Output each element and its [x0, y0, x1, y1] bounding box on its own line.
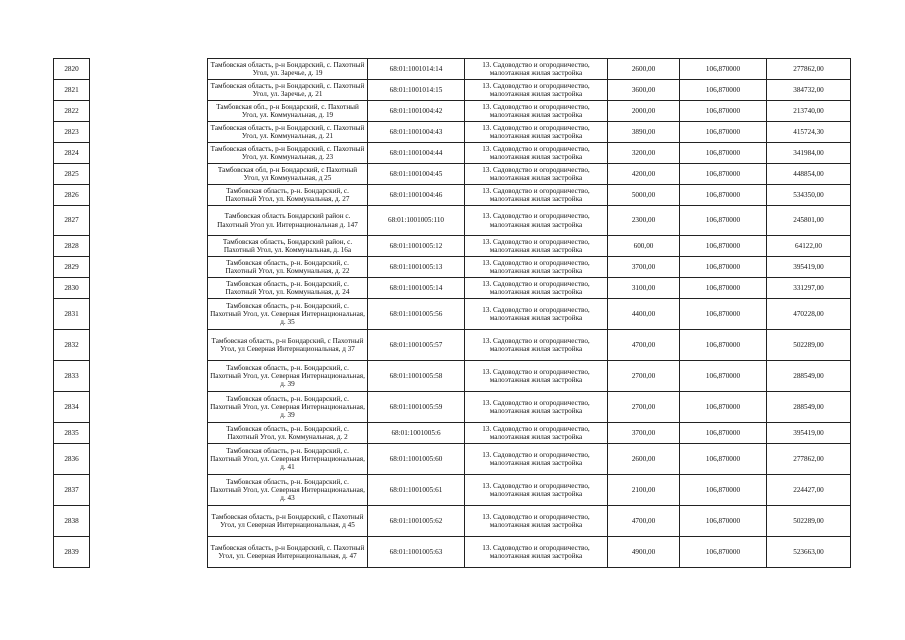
row-number-row	[54, 444, 90, 475]
row-number-row	[54, 257, 90, 278]
cadastral-number-cell: 68:01:1001005:13	[368, 257, 465, 278]
cadastral-number-cell: 68:01:1001005:59	[368, 392, 465, 423]
address-cell: Тамбовская область, р-н. Бондарский, с. Пахотный Угол, ул. Коммунальная, д. 27	[208, 185, 368, 206]
area-cell: 4900,00	[608, 537, 680, 568]
row-number-row	[54, 164, 90, 185]
cadastral-value-cell: 277862,00	[767, 59, 851, 80]
rate-cell: 106,870000	[680, 143, 767, 164]
cadastral-number-cell: 68:01:1001005:60	[368, 444, 465, 475]
address-cell: Тамбовская область, р-н. Бондарский, с. Пахотный Угол, ул. Северная Интернациональная, д. 41	[208, 444, 368, 475]
table-row	[208, 537, 851, 568]
row-number-row	[54, 537, 90, 568]
address-cell: Тамбовская область, р-н. Бондарский, с. Пахотный Угол, ул. Северная Интернациональная, д. 43	[208, 475, 368, 506]
land-use-cell: 13. Садоводство и огородничество, малоэтажная жилая застройка	[465, 361, 608, 392]
address-cell: Тамбовская область, р-н. Бондарский, с. Пахотный Угол, ул. Коммунальная, д. 22	[208, 257, 368, 278]
rate-cell: 106,870000	[680, 330, 767, 361]
cadastral-value-cell: 245801,00	[767, 206, 851, 236]
land-use-cell: 13. Садоводство и огородничество, малоэтажная жилая застройка	[465, 236, 608, 257]
cadastral-number-cell: 68:01:1001005:110	[368, 206, 465, 236]
table-row	[208, 361, 851, 392]
land-plots-table	[207, 58, 851, 568]
row-number-cell: 2836	[54, 444, 90, 475]
row-number-row	[54, 392, 90, 423]
address-cell: Тамбовская область, р-н Бондарский, с. Пахотный Угол, ул. Северная Интернациональная, д. 47	[208, 537, 368, 568]
cadastral-value-cell: 288549,00	[767, 361, 851, 392]
cadastral-value-cell: 288549,00	[767, 392, 851, 423]
land-use-cell: 13. Садоводство и огородничество, малоэтажная жилая застройка	[465, 506, 608, 537]
table-row	[208, 392, 851, 423]
rate-cell: 106,870000	[680, 236, 767, 257]
table-row	[208, 236, 851, 257]
address-cell: Тамбовская область, р-н Бондарский, с. Пахотный Угол, ул. Коммунальная, д. 23	[208, 143, 368, 164]
address-cell: Тамбовская область, р-н. Бондарский, с. Пахотный Угол, ул. Северная Интернациональная, д. 35	[208, 299, 368, 330]
area-cell: 600,00	[608, 236, 680, 257]
table-row	[208, 423, 851, 444]
row-number-row	[54, 506, 90, 537]
rate-cell: 106,870000	[680, 101, 767, 122]
row-number-cell: 2820	[54, 59, 90, 80]
row-number-cell: 2834	[54, 392, 90, 423]
table-row	[208, 164, 851, 185]
rate-cell: 106,870000	[680, 537, 767, 568]
table-row	[208, 122, 851, 143]
address-cell: Тамбовская область Бондарский район с. Пахотный Угол ул. Интернациональная д. 147	[208, 206, 368, 236]
table-row	[208, 330, 851, 361]
table-row	[208, 444, 851, 475]
row-number-cell: 2831	[54, 299, 90, 330]
area-cell: 2000,00	[608, 101, 680, 122]
cadastral-number-cell: 68:01:1001004:46	[368, 185, 465, 206]
row-number-row	[54, 299, 90, 330]
rate-cell: 106,870000	[680, 423, 767, 444]
cadastral-number-cell: 68:01:1001005:58	[368, 361, 465, 392]
cadastral-number-cell: 68:01:1001004:43	[368, 122, 465, 143]
area-cell: 4700,00	[608, 506, 680, 537]
row-number-cell: 2835	[54, 423, 90, 444]
table-row	[208, 80, 851, 101]
row-number-row	[54, 143, 90, 164]
area-cell: 3890,00	[608, 122, 680, 143]
cadastral-number-cell: 68:01:1001005:61	[368, 475, 465, 506]
table-row	[208, 185, 851, 206]
land-use-cell: 13. Садоводство и огородничество, малоэтажная жилая застройка	[465, 122, 608, 143]
row-number-row	[54, 80, 90, 101]
table-row	[208, 475, 851, 506]
row-number-row	[54, 278, 90, 299]
area-cell: 2300,00	[608, 206, 680, 236]
land-use-cell: 13. Садоводство и огородничество, малоэтажная жилая застройка	[465, 185, 608, 206]
cadastral-value-cell: 502289,00	[767, 506, 851, 537]
row-number-cell: 2821	[54, 80, 90, 101]
table-row	[208, 101, 851, 122]
area-cell: 4400,00	[608, 299, 680, 330]
land-use-cell: 13. Садоводство и огородничество, малоэтажная жилая застройка	[465, 257, 608, 278]
area-cell: 3100,00	[608, 278, 680, 299]
land-use-cell: 13. Садоводство и огородничество, малоэтажная жилая застройка	[465, 330, 608, 361]
land-use-cell: 13. Садоводство и огородничество, малоэтажная жилая застройка	[465, 164, 608, 185]
address-cell: Тамбовская область, р-н Бондарский, с Пахотный Угол, ул Северная Интернациональная, д 37	[208, 330, 368, 361]
row-number-cell: 2837	[54, 475, 90, 506]
cadastral-number-cell: 68:01:1001005:57	[368, 330, 465, 361]
row-number-cell: 2827	[54, 206, 90, 236]
area-cell: 2600,00	[608, 59, 680, 80]
row-number-row	[54, 475, 90, 506]
row-number-cell: 2832	[54, 330, 90, 361]
table-row	[208, 59, 851, 80]
cadastral-value-cell: 415724,30	[767, 122, 851, 143]
address-cell: Тамбовская обл., р-н Бондарский, с. Пахотный Угол, ул. Коммунальная, д. 19	[208, 101, 368, 122]
land-use-cell: 13. Садоводство и огородничество, малоэтажная жилая застройка	[465, 80, 608, 101]
cadastral-number-cell: 68:01:1001004:45	[368, 164, 465, 185]
rate-cell: 106,870000	[680, 475, 767, 506]
cadastral-number-cell: 68:01:1001004:42	[368, 101, 465, 122]
cadastral-number-cell: 68:01:1001014:14	[368, 59, 465, 80]
land-use-cell: 13. Садоводство и огородничество, малоэтажная жилая застройка	[465, 423, 608, 444]
land-use-cell: 13. Садоводство и огородничество, малоэтажная жилая застройка	[465, 101, 608, 122]
cadastral-number-cell: 68:01:1001005:56	[368, 299, 465, 330]
cadastral-value-cell: 523663,00	[767, 537, 851, 568]
cadastral-number-cell: 68:01:1001005:63	[368, 537, 465, 568]
table-row	[208, 506, 851, 537]
area-cell: 3200,00	[608, 143, 680, 164]
land-use-cell: 13. Садоводство и огородничество, малоэтажная жилая застройка	[465, 392, 608, 423]
land-use-cell: 13. Садоводство и огородничество, малоэтажная жилая застройка	[465, 475, 608, 506]
rate-cell: 106,870000	[680, 278, 767, 299]
cadastral-value-cell: 448854,00	[767, 164, 851, 185]
cadastral-value-cell: 384732,00	[767, 80, 851, 101]
row-number-row	[54, 236, 90, 257]
table-row	[208, 278, 851, 299]
land-use-cell: 13. Садоводство и огородничество, малоэтажная жилая застройка	[465, 444, 608, 475]
cadastral-number-cell: 68:01:1001004:44	[368, 143, 465, 164]
cadastral-value-cell: 331297,00	[767, 278, 851, 299]
rate-cell: 106,870000	[680, 361, 767, 392]
area-cell: 5000,00	[608, 185, 680, 206]
land-use-cell: 13. Садоводство и огородничество, малоэтажная жилая застройка	[465, 143, 608, 164]
cadastral-value-cell: 224427,00	[767, 475, 851, 506]
cadastral-value-cell: 213740,00	[767, 101, 851, 122]
rate-cell: 106,870000	[680, 299, 767, 330]
cadastral-value-cell: 395419,00	[767, 423, 851, 444]
area-cell: 2600,00	[608, 444, 680, 475]
row-number-row	[54, 101, 90, 122]
row-number-row	[54, 330, 90, 361]
rate-cell: 106,870000	[680, 59, 767, 80]
cadastral-value-cell: 502289,00	[767, 330, 851, 361]
address-cell: Тамбовская область, р-н. Бондарский, с. Пахотный Угол, ул. Северная Интернациональная, д. 39	[208, 392, 368, 423]
address-cell: Тамбовская обл, р-н Бондарский, с Пахотный Угол, ул Коммунальная, д 25	[208, 164, 368, 185]
row-number-cell: 2839	[54, 537, 90, 568]
row-number-cell: 2826	[54, 185, 90, 206]
table-row	[208, 299, 851, 330]
row-number-cell: 2823	[54, 122, 90, 143]
table-row	[208, 257, 851, 278]
cadastral-value-cell: 64122,00	[767, 236, 851, 257]
address-cell: Тамбовская область, Бондарский район, с. Пахотный Угол, ул. Коммунальная, д. 16а	[208, 236, 368, 257]
row-number-cell: 2825	[54, 164, 90, 185]
address-cell: Тамбовская область, р-н Бондарский, с. Пахотный Угол, ул. Заречье, д. 21	[208, 80, 368, 101]
area-cell: 2700,00	[608, 361, 680, 392]
row-number-row	[54, 59, 90, 80]
area-cell: 3700,00	[608, 257, 680, 278]
cadastral-value-cell: 534350,00	[767, 185, 851, 206]
cadastral-value-cell: 470228,00	[767, 299, 851, 330]
area-cell: 2100,00	[608, 475, 680, 506]
rate-cell: 106,870000	[680, 506, 767, 537]
address-cell: Тамбовская область, р-н Бондарский, с. Пахотный Угол, ул. Заречье, д. 19	[208, 59, 368, 80]
row-number-cell: 2828	[54, 236, 90, 257]
rate-cell: 106,870000	[680, 257, 767, 278]
rate-cell: 106,870000	[680, 206, 767, 236]
row-number-row	[54, 185, 90, 206]
area-cell: 4200,00	[608, 164, 680, 185]
rate-cell: 106,870000	[680, 185, 767, 206]
cadastral-number-cell: 68:01:1001005:6	[368, 423, 465, 444]
rate-cell: 106,870000	[680, 164, 767, 185]
cadastral-value-cell: 277862,00	[767, 444, 851, 475]
table-row	[208, 206, 851, 236]
rate-cell: 106,870000	[680, 80, 767, 101]
address-cell: Тамбовская область, р-н. Бондарский, с. Пахотный Угол, ул. Северная Интернациональная, д. 39	[208, 361, 368, 392]
address-cell: Тамбовская область, р-н Бондарский, с Пахотный Угол, ул Северная Интернациональная, д 45	[208, 506, 368, 537]
rate-cell: 106,870000	[680, 122, 767, 143]
table-row	[208, 143, 851, 164]
cadastral-number-cell: 68:01:1001005:62	[368, 506, 465, 537]
row-number-cell: 2833	[54, 361, 90, 392]
land-use-cell: 13. Садоводство и огородничество, малоэтажная жилая застройка	[465, 206, 608, 236]
row-number-cell: 2824	[54, 143, 90, 164]
row-number-row	[54, 423, 90, 444]
cadastral-number-cell: 68:01:1001005:12	[368, 236, 465, 257]
cadastral-value-cell: 395419,00	[767, 257, 851, 278]
row-number-row	[54, 206, 90, 236]
land-use-cell: 13. Садоводство и огородничество, малоэтажная жилая застройка	[465, 59, 608, 80]
row-number-row	[54, 361, 90, 392]
address-cell: Тамбовская область, р-н Бондарский, с. Пахотный Угол, ул. Коммунальная, д. 21	[208, 122, 368, 143]
land-use-cell: 13. Садоводство и огородничество, малоэтажная жилая застройка	[465, 537, 608, 568]
row-number-cell: 2838	[54, 506, 90, 537]
area-cell: 2700,00	[608, 392, 680, 423]
address-cell: Тамбовская область, р-н. Бондарский, с. Пахотный Угол, ул. Коммунальная, д. 24	[208, 278, 368, 299]
area-cell: 3700,00	[608, 423, 680, 444]
row-number-cell: 2830	[54, 278, 90, 299]
row-number-table	[53, 58, 90, 568]
land-use-cell: 13. Садоводство и огородничество, малоэтажная жилая застройка	[465, 278, 608, 299]
area-cell: 3600,00	[608, 80, 680, 101]
cadastral-number-cell: 68:01:1001005:14	[368, 278, 465, 299]
rate-cell: 106,870000	[680, 444, 767, 475]
row-number-cell: 2822	[54, 101, 90, 122]
address-cell: Тамбовская область, р-н. Бондарский, с. Пахотный Угол, ул. Коммунальная, д. 2	[208, 423, 368, 444]
land-use-cell: 13. Садоводство и огородничество, малоэтажная жилая застройка	[465, 299, 608, 330]
cadastral-value-cell: 341984,00	[767, 143, 851, 164]
row-number-cell: 2829	[54, 257, 90, 278]
area-cell: 4700,00	[608, 330, 680, 361]
rate-cell: 106,870000	[680, 392, 767, 423]
row-number-row	[54, 122, 90, 143]
cadastral-number-cell: 68:01:1001014:15	[368, 80, 465, 101]
